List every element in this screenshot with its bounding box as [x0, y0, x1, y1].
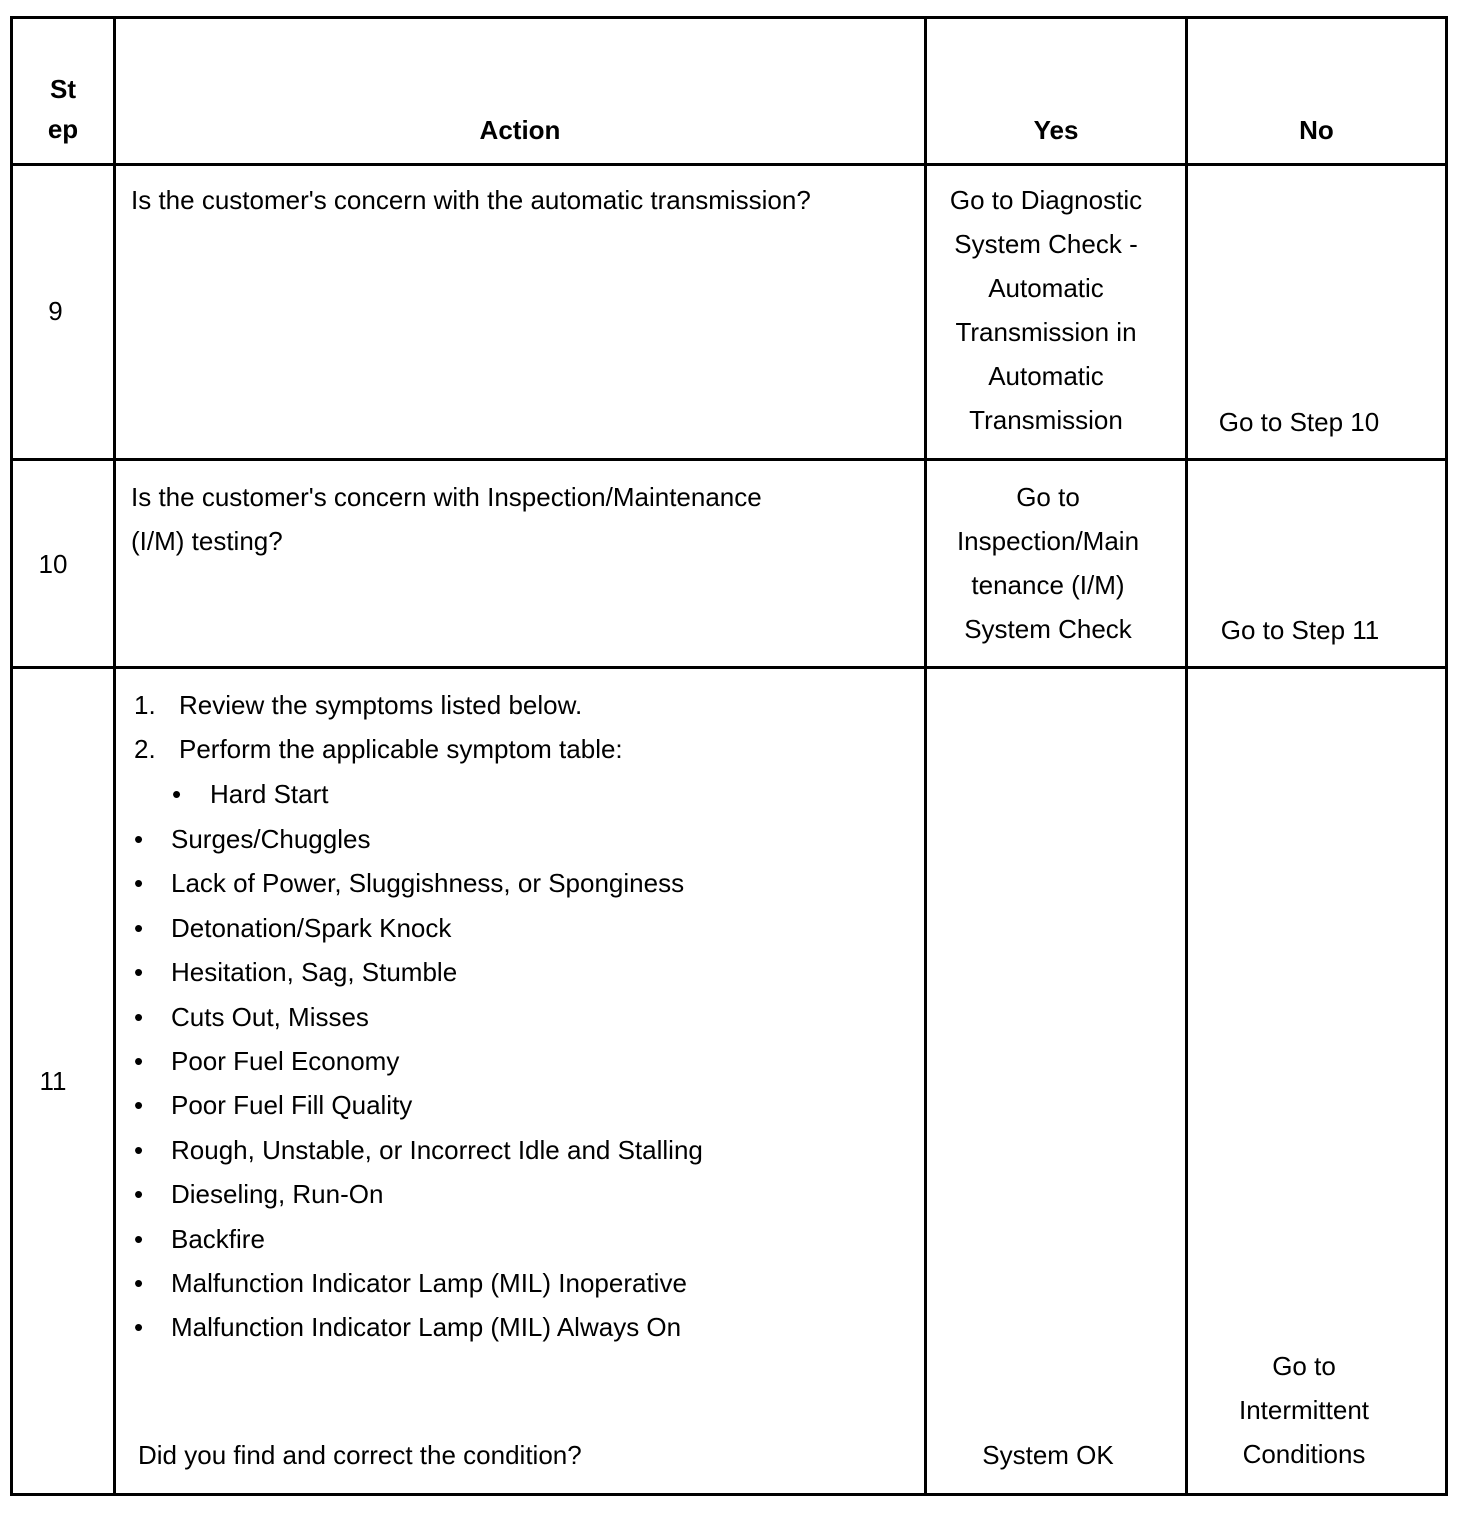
table-border-right	[1445, 16, 1448, 1496]
symptom-item: Rough, Unstable, or Incorrect Idle and Stalling	[171, 1135, 703, 1165]
header-divider	[10, 163, 1448, 166]
row-10-no: Go to Step 11	[1220, 615, 1380, 645]
row-11-no: Go to Intermittent Conditions	[1238, 1351, 1370, 1469]
row-10-action: Is the customer's concern with Inspection/Maintenance (I/M) testing?	[131, 482, 762, 556]
table-border-bottom	[10, 1493, 1448, 1496]
row-11-step: 11	[39, 1066, 67, 1096]
symptom-item: Dieseling, Run-On	[171, 1179, 384, 1209]
bullet-icon: •	[134, 1268, 144, 1298]
symptom-item: Malfunction Indicator Lamp (MIL) Always On	[171, 1312, 682, 1342]
row-11-yes: System OK	[982, 1440, 1114, 1470]
symptom-item: Detonation/Spark Knock	[171, 913, 452, 943]
header-action: Action	[479, 115, 561, 145]
bullet-icon: •	[134, 868, 144, 898]
row-11-question: Did you find and correct the condition?	[138, 1440, 582, 1470]
row-divider-10-11	[10, 666, 1448, 669]
symptom-item: Poor Fuel Fill Quality	[171, 1090, 413, 1120]
row-9-step: 9	[48, 296, 63, 326]
instruction-2-text: Perform the applicable symptom table:	[179, 734, 623, 764]
symptom-item: Cuts Out, Misses	[171, 1002, 369, 1032]
symptom-item: Surges/Chuggles	[171, 824, 371, 854]
header-no: No	[1299, 115, 1334, 145]
row-9-no: Go to Step 10	[1218, 407, 1380, 437]
row-10-step: 10	[38, 549, 68, 579]
bullet-icon: •	[134, 1312, 144, 1342]
bullet-icon: •	[134, 824, 144, 854]
column-divider-step	[113, 16, 116, 1496]
table-border-top	[10, 16, 1448, 19]
symptom-item: Hesitation, Sag, Stumble	[171, 957, 458, 987]
bullet-icon: •	[134, 1135, 144, 1165]
bullet-icon: •	[134, 1090, 144, 1120]
header-step: St ep	[47, 74, 79, 144]
sub-bullet-icon: •	[172, 779, 182, 809]
symptom-item: Backfire	[171, 1224, 265, 1254]
table-border-left	[10, 16, 13, 1496]
instruction-1-number: 1.	[134, 690, 156, 720]
row-10-yes: Go to Inspection/Main tenance (I/M) System Check	[956, 482, 1140, 644]
bullet-icon: •	[134, 913, 144, 943]
bullet-icon: •	[134, 1002, 144, 1032]
symptom-item: Lack of Power, Sluggishness, or Sponginess	[171, 868, 685, 898]
instruction-2-number: 2.	[134, 734, 156, 764]
symptom-item: Poor Fuel Economy	[171, 1046, 400, 1076]
instruction-1-text: Review the symptoms listed below.	[179, 690, 583, 720]
row-divider-9-10	[10, 458, 1448, 461]
row-9-action: Is the customer's concern with the automatic transmission?	[131, 185, 811, 215]
column-divider-yes	[1185, 16, 1188, 1496]
bullet-icon: •	[134, 1224, 144, 1254]
bullet-icon: •	[134, 957, 144, 987]
symptom-item: Malfunction Indicator Lamp (MIL) Inoperative	[171, 1268, 687, 1298]
row-9-yes: Go to Diagnostic System Check - Automatic Transmission in Automatic Transmission	[949, 185, 1143, 435]
bullet-icon: •	[134, 1046, 144, 1076]
bullet-icon: •	[134, 1179, 144, 1209]
header-yes: Yes	[1033, 115, 1079, 145]
sub-bullet-hard-start: Hard Start	[210, 779, 329, 809]
